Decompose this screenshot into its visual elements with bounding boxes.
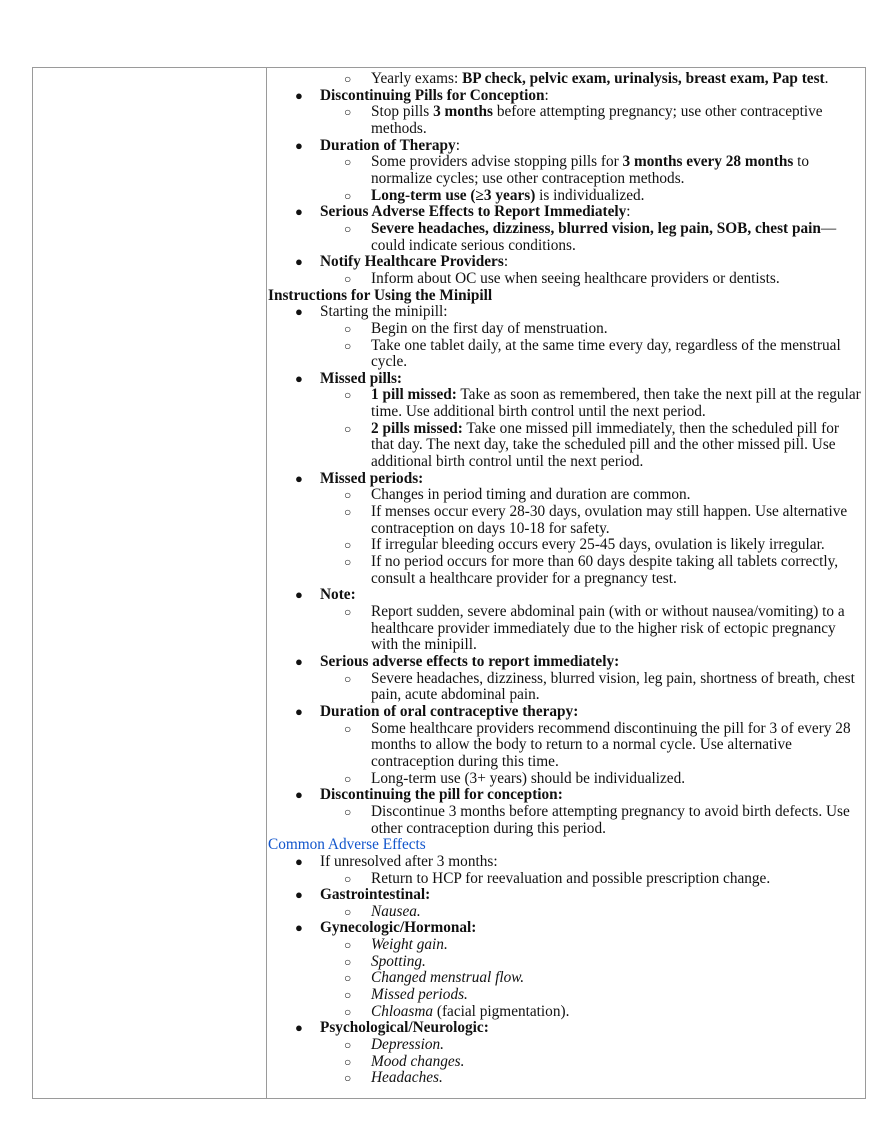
text-run: (facial pigmentation). — [433, 1002, 570, 1020]
text-run: Report sudden, severe abdominal pain (with or without nausea/vomiting) to a healthcare provider immediately due to the higher risk of ectopic pregnancy with the minipill. — [371, 603, 845, 654]
sub-list-item — [268, 937, 863, 954]
sub-list-item — [268, 904, 863, 921]
text-run: Inform about OC use when seeing healthcare providers or dentists. — [371, 269, 780, 287]
bullet-icon: ● — [295, 204, 303, 220]
text-run: Missed periods: — [320, 469, 424, 487]
circle-bullet-icon: ○ — [344, 188, 352, 203]
circle-bullet-icon: ○ — [344, 538, 352, 553]
text-run: Begin on the first day of menstruation. — [371, 319, 608, 337]
text-run: Take one tablet daily, at the same time every day, regardless of the menstrual cycle. — [371, 336, 841, 371]
content-table — [32, 67, 866, 1099]
circle-bullet-icon: ○ — [344, 971, 352, 986]
bullet-icon: ● — [295, 587, 303, 603]
text-run: to normalize cycles; use other contraception methods. — [371, 153, 810, 187]
sub-list-item — [268, 487, 863, 504]
list-item — [268, 371, 863, 388]
circle-bullet-icon: ○ — [344, 771, 352, 786]
text-run: Some healthcare providers recommend discontinuing the pill for 3 of every 28 months to allow the body to return to a normal cycle. Use alternative contraception during this time. — [371, 719, 851, 770]
circle-bullet-icon: ○ — [344, 938, 352, 953]
circle-bullet-icon: ○ — [344, 105, 352, 120]
text-run: before attempting pregnancy; use other contraceptive methods. — [371, 103, 823, 137]
text-run: : — [626, 203, 631, 221]
bullet-icon: ● — [295, 87, 303, 103]
text-run: If unresolved after 3 months: — [320, 852, 498, 870]
circle-bullet-icon: ○ — [344, 271, 352, 286]
bullet-icon: ● — [295, 370, 303, 386]
text-run: If no period occurs for more than 60 days despite taking all tablets correctly, consult a healthcare provider for a pregnancy test. — [371, 553, 839, 587]
text-run: Severe headaches, dizziness, blurred vision, leg pain, shortness of breath, chest pain, acute abdominal pain. — [371, 669, 855, 704]
text-run: Weight gain. — [371, 936, 448, 954]
text-run: . — [824, 70, 829, 87]
circle-bullet-icon: ○ — [344, 1054, 352, 1069]
circle-bullet-icon: ○ — [344, 221, 352, 236]
text-run: 1 pill missed: — [371, 386, 457, 404]
section-heading-link[interactable]: Common Adverse Effects — [268, 836, 426, 854]
circle-bullet-icon: ○ — [344, 421, 352, 436]
circle-bullet-icon: ○ — [344, 804, 352, 819]
sub-list-item — [268, 504, 863, 537]
text-run: —could indicate serious conditions. — [371, 219, 837, 254]
text-run: Gynecologic/Hormonal: — [320, 919, 477, 937]
list-item — [268, 254, 863, 271]
text-run: Chloasma — [371, 1002, 434, 1020]
text-run: Notify Healthcare Providers — [320, 253, 504, 271]
left-cell — [33, 68, 267, 1098]
text-run: Gastrointestinal: — [320, 886, 431, 904]
text-run: BP check, pelvic exam, urinalysis, breast exam, Pap test — [462, 70, 825, 87]
list-item — [268, 654, 863, 671]
sub-list-item — [268, 154, 863, 187]
circle-bullet-icon: ○ — [344, 338, 352, 353]
text-run: If menses occur every 28-30 days, ovulation may still happen. Use alternative contraception on days 10-18 for safety. — [371, 503, 848, 537]
text-run: Spotting. — [371, 952, 426, 970]
sub-list-item — [268, 671, 863, 704]
sub-list-item — [268, 954, 863, 971]
bullet-icon: ● — [295, 137, 303, 153]
list-item — [268, 304, 863, 321]
circle-bullet-icon: ○ — [344, 555, 352, 570]
sub-list-item — [268, 537, 863, 554]
circle-bullet-icon: ○ — [344, 505, 352, 520]
sub-list-item — [268, 987, 863, 1004]
circle-bullet-icon: ○ — [344, 72, 352, 86]
text-run: If irregular bleeding occurs every 25-45 days, ovulation is likely irregular. — [371, 536, 825, 554]
sub-list-item — [268, 771, 863, 788]
text-run: Severe headaches, dizziness, blurred vision, leg pain, SOB, chest pain — [371, 219, 821, 237]
text-run: Take one missed pill immediately, then the scheduled pill for that day. The next day, take the scheduled pill and the other missed pill. Use additional birth control until the next period. — [371, 419, 839, 471]
list-item — [268, 887, 863, 904]
circle-bullet-icon: ○ — [344, 871, 352, 886]
sub-list-item — [268, 1004, 863, 1021]
sub-list-item — [268, 188, 863, 205]
text-run: : — [503, 253, 509, 271]
sub-list-item — [268, 271, 863, 288]
sub-list-item — [268, 604, 863, 654]
sub-list-item — [268, 554, 863, 587]
sub-list-item — [268, 338, 863, 371]
bullet-icon: ● — [295, 470, 303, 486]
text-run: Long-term use (≥3 years) — [371, 186, 536, 204]
text-run: Psychological/Neurologic: — [320, 1019, 489, 1037]
circle-bullet-icon: ○ — [344, 721, 352, 736]
sub-list-item — [268, 104, 863, 137]
text-run: Take as soon as remembered, then take the next pill at the regular time. Use additional birth control until the next period. — [371, 386, 861, 421]
text-run: 2 pills missed: — [371, 419, 463, 437]
sub-list-item — [268, 970, 863, 987]
text-run: Discontinuing Pills for Conception — [320, 86, 545, 104]
list-item — [268, 204, 863, 221]
sub-list-item — [268, 1070, 863, 1087]
list-item — [268, 587, 863, 604]
list-item — [268, 1020, 863, 1037]
right-cell — [268, 71, 863, 1087]
sub-list-item — [268, 1037, 863, 1054]
circle-bullet-icon: ○ — [344, 1004, 352, 1019]
text-run: Duration of oral contraceptive therapy: — [320, 702, 579, 720]
list-item — [268, 138, 863, 155]
list-item — [268, 787, 863, 804]
bullet-icon: ● — [295, 787, 303, 803]
text-run: Changed menstrual flow. — [371, 969, 525, 987]
text-run: Starting the minipill: — [320, 303, 448, 321]
circle-bullet-icon: ○ — [344, 321, 352, 336]
list-item — [268, 471, 863, 488]
list-item — [268, 88, 863, 105]
text-run: Discontinue 3 months before attempting pregnancy to avoid birth defects. Use other contraception during this period. — [371, 802, 850, 837]
text-run: Serious adverse effects to report immediately: — [320, 652, 620, 670]
circle-bullet-icon: ○ — [344, 904, 352, 919]
text-run: Nausea. — [371, 902, 421, 920]
text-run: : — [544, 86, 549, 104]
text-run: Missed periods. — [371, 986, 468, 1004]
bullet-icon: ● — [295, 920, 303, 936]
text-run: Depression. — [371, 1036, 444, 1054]
text-run: Return to HCP for reevaluation and possible prescription change. — [371, 869, 771, 887]
text-run: Missed pills: — [320, 369, 403, 387]
bullet-icon: ● — [295, 304, 303, 320]
list-item — [268, 704, 863, 721]
text-run: Duration of Therapy — [320, 136, 456, 154]
bullet-icon: ● — [295, 653, 303, 669]
list-item — [268, 920, 863, 937]
bullet-icon: ● — [295, 887, 303, 903]
circle-bullet-icon: ○ — [344, 988, 352, 1003]
sub-list-item — [268, 871, 863, 888]
sub-list-item — [268, 1054, 863, 1071]
sub-list-item — [268, 321, 863, 338]
circle-bullet-icon: ○ — [344, 1038, 352, 1053]
text-run: Headaches. — [371, 1069, 443, 1087]
sub-list-item — [268, 387, 863, 420]
circle-bullet-icon: ○ — [344, 1071, 352, 1086]
text-run: is individualized. — [535, 186, 645, 204]
text-run: Long-term use (3+ years) should be individualized. — [371, 769, 686, 787]
text-run: 3 months every 28 months — [622, 153, 794, 171]
bullet-icon: ● — [295, 703, 303, 719]
circle-bullet-icon: ○ — [344, 605, 352, 619]
list-item — [268, 854, 863, 871]
text-run: Discontinuing the pill for conception: — [320, 786, 563, 804]
text-run: Some providers advise stopping pills for — [371, 153, 623, 171]
sub-list-item — [268, 71, 863, 88]
circle-bullet-icon: ○ — [344, 155, 352, 170]
sub-list-item — [268, 221, 863, 254]
text-run: Changes in period timing and duration are common. — [371, 486, 691, 504]
text-run: Mood changes. — [371, 1052, 465, 1070]
sub-list-item — [268, 721, 863, 771]
sub-list-item — [268, 421, 863, 471]
circle-bullet-icon: ○ — [344, 388, 352, 403]
circle-bullet-icon: ○ — [344, 671, 352, 686]
bullet-icon: ● — [295, 1020, 303, 1036]
text-run: 3 months — [433, 103, 493, 121]
circle-bullet-icon: ○ — [344, 954, 352, 969]
bullet-icon: ● — [295, 853, 303, 869]
text-run: Yearly exams: — [371, 70, 463, 87]
section-heading: Instructions for Using the Minipill — [268, 286, 493, 304]
text-run: Serious Adverse Effects to Report Immediately — [320, 203, 627, 221]
circle-bullet-icon: ○ — [344, 488, 352, 503]
sub-list-item — [268, 804, 863, 837]
bullet-icon: ● — [295, 254, 303, 270]
text-run: : — [455, 136, 460, 154]
text-run: Stop pills — [371, 103, 434, 121]
text-run: Note: — [320, 586, 356, 604]
